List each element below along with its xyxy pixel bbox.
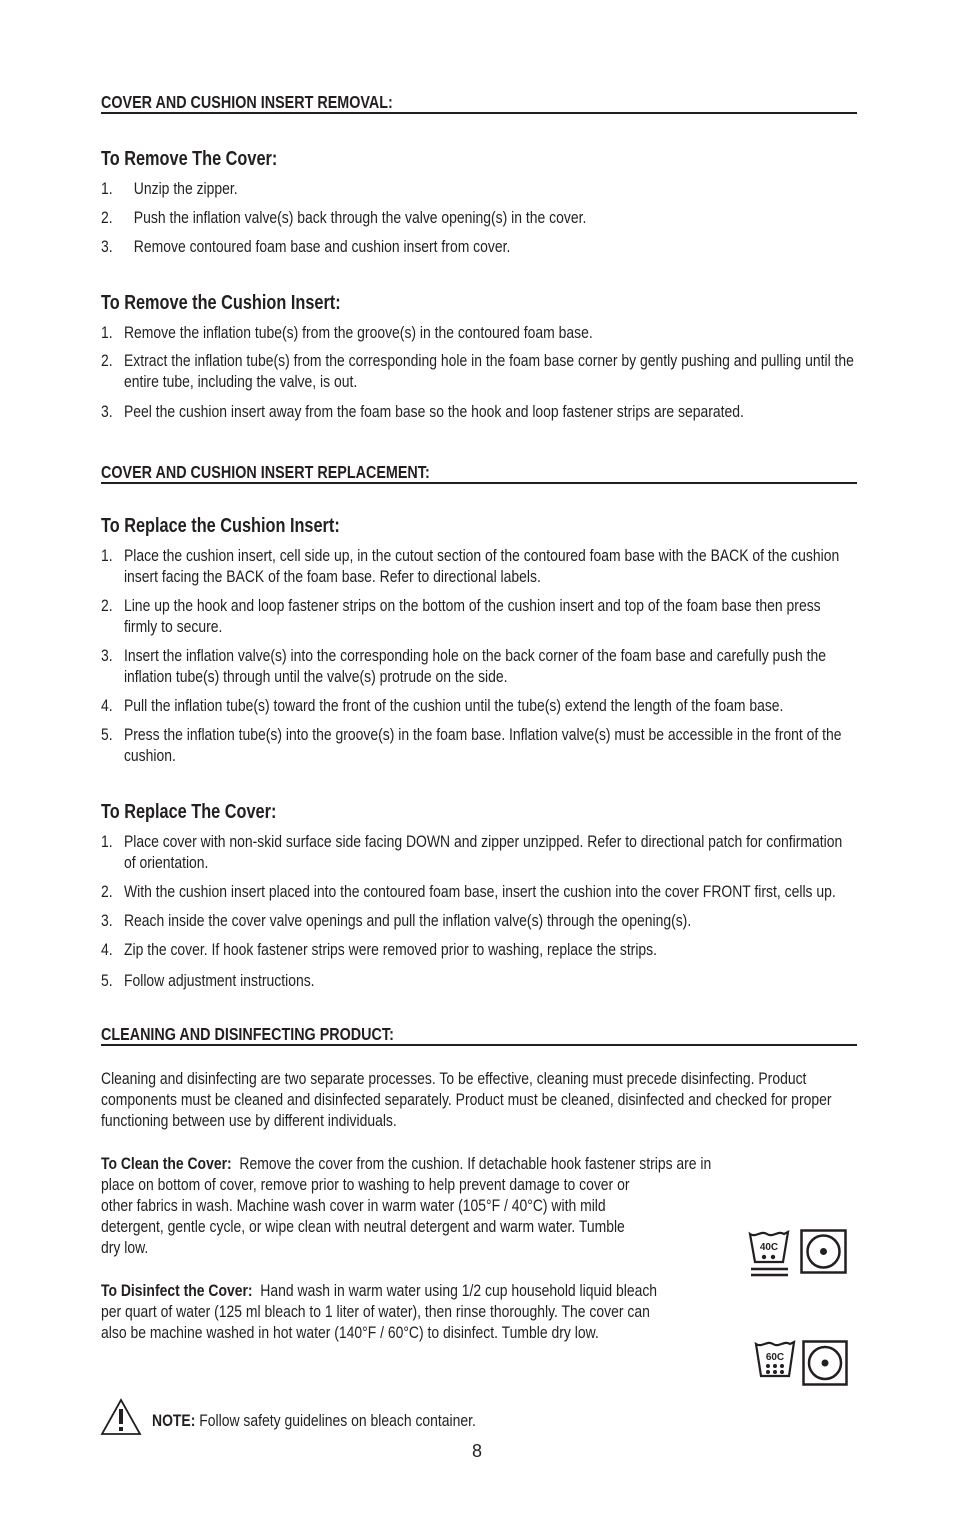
replace-insert-title: To Replace the Cushion Insert:: [101, 515, 340, 537]
list-item: [101, 881, 857, 902]
wash-temp-label: 60C: [765, 1352, 785, 1363]
step-text: Zip the cover. If hook fastener strips were removed prior to washing, replace the strips.: [123, 940, 658, 959]
step-number: 1.: [101, 832, 113, 851]
step-number: 1.: [101, 179, 113, 198]
step-text: Follow adjustment instructions.: [123, 971, 315, 990]
step-number: 2.: [101, 596, 113, 615]
cleaning-heading: CLEANING AND DISINFECTING PRODUCT:: [101, 1024, 857, 1046]
step-text: Unzip the zipper.: [133, 179, 238, 198]
disinfect-cover-line: Hand wash in warm water using 1/2 cup household liquid bleach: [260, 1281, 658, 1300]
list-item: [101, 178, 857, 199]
step-text: Insert the inflation valve(s) into the corresponding hole on the back corner of the foam base and carefully push the inflation tube(s) through until the valve(s) protrude on the side.: [123, 646, 827, 686]
remove-cover-steps: [101, 178, 857, 257]
list-item: [101, 350, 857, 392]
list-item: [101, 939, 857, 960]
step-number: 5.: [101, 725, 113, 744]
list-item: [101, 695, 857, 716]
replace-insert-steps: [101, 545, 857, 766]
remove-insert-title: To Remove the Cushion Insert:: [101, 292, 341, 314]
clean-cover-line: place on bottom of cover, remove prior to washing to help prevent damage to cover or: [101, 1175, 630, 1194]
disinfect-cover-line: per quart of water (125 ml bleach to 1 liter of water), then rinse thoroughly. The cover can: [101, 1302, 650, 1321]
step-text: Press the inflation tube(s) into the groove(s) in the foam base. Inflation valve(s) must be accessible in the front of the cushion.: [123, 725, 842, 765]
step-text: With the cushion insert placed into the contoured foam base, insert the cushion into the cover FRONT first, cells up.: [123, 882, 836, 901]
step-number: 4.: [101, 940, 113, 959]
clean-cover-line: other fabrics in wash. Machine wash cover in warm water (105°F / 40°C) with mild: [101, 1196, 606, 1215]
clean-cover-line: Remove the cover from the cushion. If detachable hook fastener strips are in: [239, 1154, 712, 1173]
warning-icon: [100, 1398, 142, 1436]
step-text: Push the inflation valve(s) back through the valve opening(s) in the cover.: [133, 208, 587, 227]
tumble-dry-low-icon: [800, 1229, 847, 1274]
page-number: 8: [471, 1441, 482, 1461]
step-number: 1.: [101, 546, 113, 565]
list-item: [101, 207, 857, 228]
clean-cover-lead: To Clean the Cover:: [101, 1154, 232, 1173]
step-number: 3.: [101, 237, 113, 256]
step-text: Place the cushion insert, cell side up, in the cutout section of the contoured foam base with the BACK of the cushion insert facing the BACK of the foam base. Refer to directional labels.: [123, 546, 840, 586]
step-number: 3.: [101, 646, 113, 665]
list-item: [101, 401, 857, 422]
disinfect-cover-paragraph: [101, 1280, 857, 1343]
step-text: Place cover with non-skid surface side facing DOWN and zipper unzipped. Refer to directional patch for confirmation of orientation.: [123, 832, 843, 872]
list-item: [101, 831, 857, 873]
note-label: NOTE:: [152, 1411, 196, 1430]
step-number: 2.: [101, 351, 113, 370]
removal-heading: COVER AND CUSHION INSERT REMOVAL:: [101, 92, 857, 114]
clean-cover-paragraph: [101, 1153, 857, 1258]
step-text: Extract the inflation tube(s) from the corresponding hole in the foam base corner by gently pushing and pulling until the entire tube, including the valve, is out.: [123, 351, 854, 391]
remove-cover-title: To Remove The Cover:: [101, 148, 278, 170]
note: [152, 1410, 476, 1431]
step-number: 2.: [101, 208, 113, 227]
replacement-section: [101, 462, 857, 991]
wash-temp-label: 40C: [759, 1242, 779, 1253]
step-text: Pull the inflation tube(s) toward the front of the cushion until the tube(s) extend the length of the foam base.: [123, 696, 784, 715]
cleaning-section: [101, 1024, 857, 1343]
removal-section: [101, 92, 857, 422]
list-item: [101, 236, 857, 257]
wash-40c-icon: [748, 1228, 790, 1280]
step-number: 4.: [101, 696, 113, 715]
step-text: Remove the inflation tube(s) from the groove(s) in the contoured foam base.: [123, 323, 593, 342]
list-item: [101, 322, 857, 343]
list-item: [101, 724, 857, 766]
replace-cover-steps: [101, 831, 857, 991]
list-item: [101, 645, 857, 687]
step-text: Peel the cushion insert away from the foam base so the hook and loop fastener strips are separated.: [123, 402, 744, 421]
clean-cover-line: dry low.: [101, 1238, 149, 1257]
remove-insert-steps: [101, 322, 857, 422]
step-text: Line up the hook and loop fastener strips on the bottom of the cushion insert and top of the foam base then press firmly to secure.: [123, 596, 821, 636]
disinfect-cover-lead: To Disinfect the Cover:: [101, 1281, 253, 1300]
list-item: [101, 545, 857, 587]
wash-60c-icon: [754, 1338, 796, 1380]
step-number: 3.: [101, 402, 113, 421]
step-number: 2.: [101, 882, 113, 901]
step-number: 5.: [101, 971, 113, 990]
replacement-heading: COVER AND CUSHION INSERT REPLACEMENT:: [101, 462, 857, 484]
note-text: Follow safety guidelines on bleach container.: [199, 1411, 476, 1430]
clean-cover-line: detergent, gentle cycle, or wipe clean with neutral detergent and warm water. Tumble: [101, 1217, 625, 1236]
disinfect-cover-line: also be machine washed in hot water (140°F / 60°C) to disinfect. Tumble dry low.: [101, 1323, 599, 1342]
step-text: Remove contoured foam base and cushion insert from cover.: [133, 237, 511, 256]
cleaning-intro: Cleaning and disinfecting are two separate processes. To be effective, cleaning must precede disinfecting. Product components must be cleaned and disinfected separately. Product must be cleaned, disinfected and checked for proper functioning between use by different individuals.: [101, 1069, 832, 1130]
replace-cover-title: To Replace The Cover:: [101, 801, 277, 823]
step-text: Reach inside the cover valve openings and pull the inflation valve(s) through the opening(s).: [123, 911, 692, 930]
list-item: [101, 910, 857, 931]
list-item: [101, 970, 857, 991]
list-item: [101, 595, 857, 637]
step-number: 3.: [101, 911, 113, 930]
tumble-dry-low-icon: [802, 1340, 848, 1386]
step-number: 1.: [101, 323, 113, 342]
